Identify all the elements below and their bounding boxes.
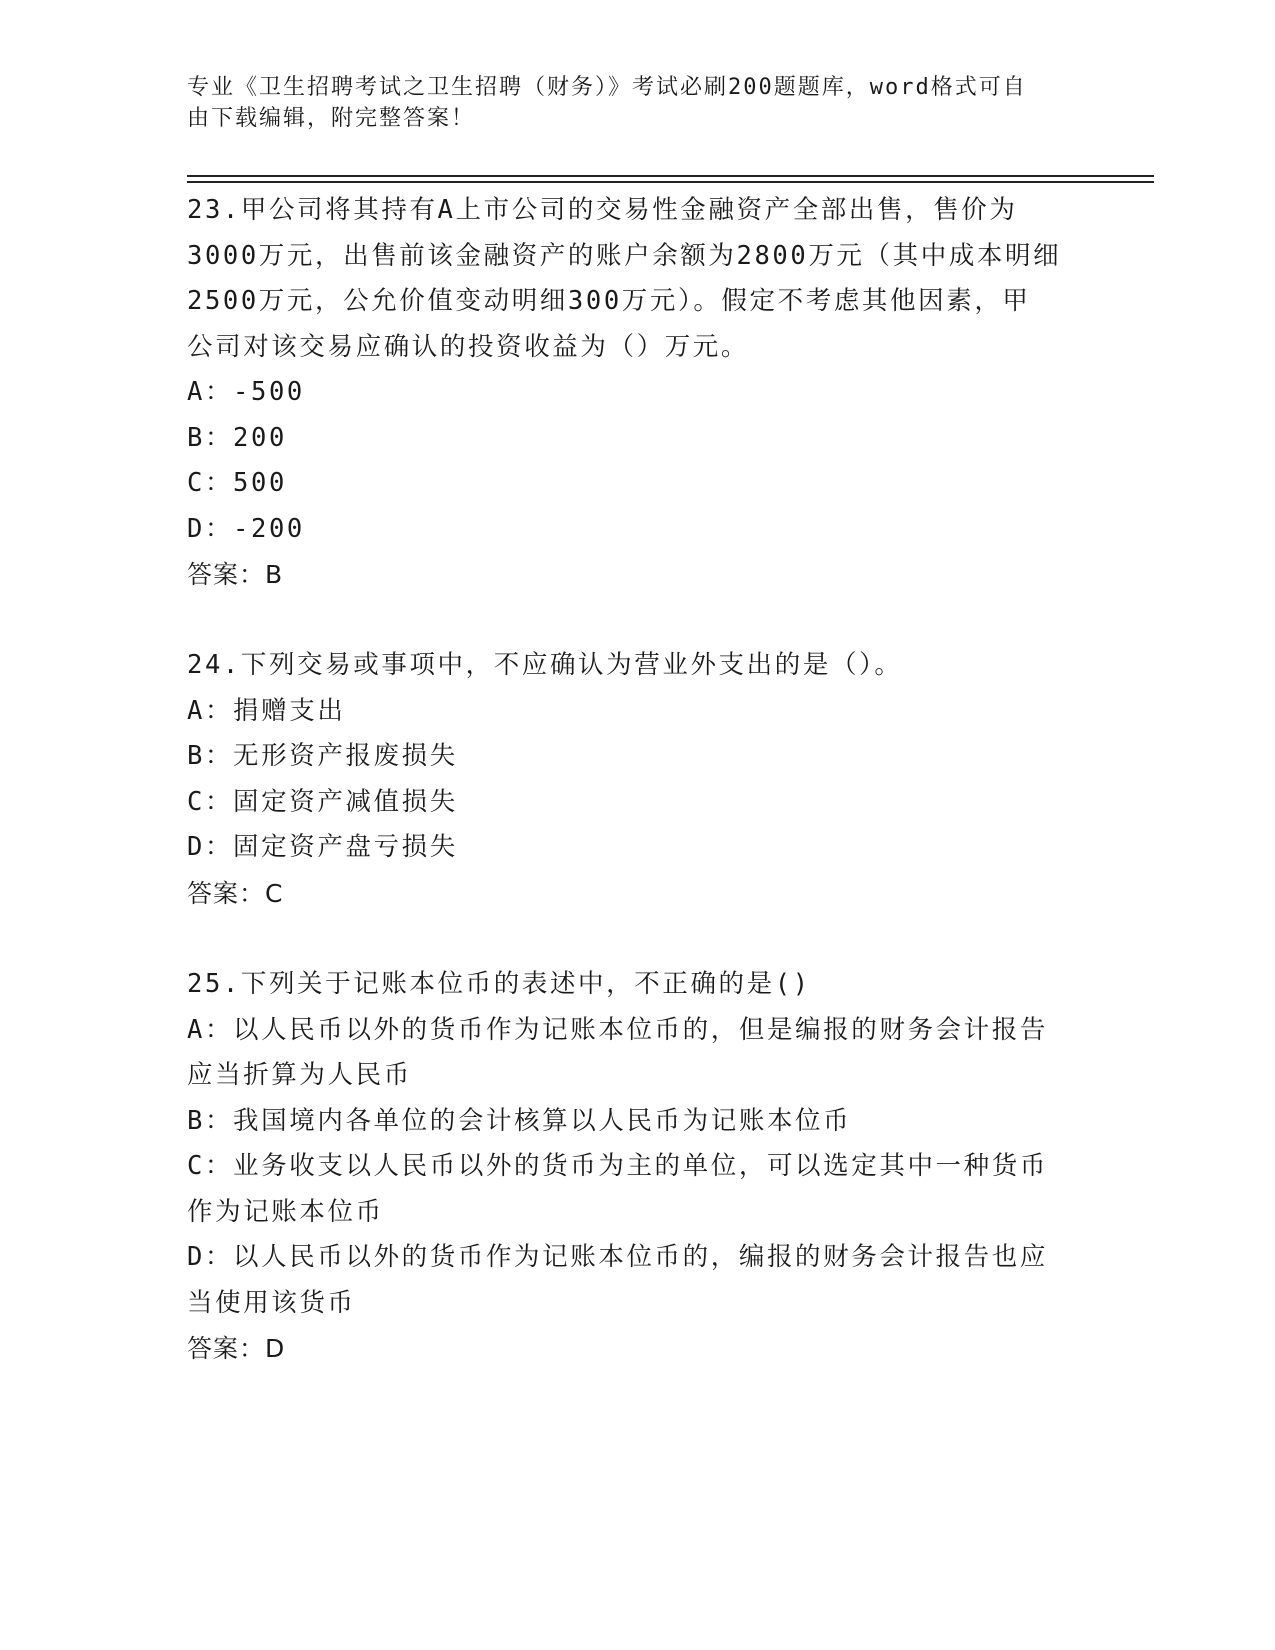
header-title-line-1: 专业《卫生招聘考试之卫生招聘（财务）》考试必刷200题题库，word格式可自 — [187, 75, 1027, 100]
option-c-continued: 作为记账本位币 — [187, 1196, 384, 1227]
option-b: B：200 — [187, 422, 287, 453]
option-b: B：无形资产报废损失 — [187, 741, 458, 771]
option-a-continued: 应当折算为人民币 — [187, 1060, 412, 1090]
header-title-line-2: 由下载编辑，附完整答案！ — [187, 106, 476, 131]
answer-line: 答案：B — [187, 560, 284, 589]
question-25 — [187, 962, 1087, 1372]
option-c: C：500 — [187, 468, 287, 498]
option-b: B：我国境内各单位的会计核算以人民币为记账本位币 — [187, 1105, 852, 1136]
question-24 — [187, 643, 1087, 916]
question-stem: 2500万元，公允价值变动明细300万元）。假定不考虑其他因素，甲 — [187, 286, 1031, 316]
question-stem: 23.甲公司将其持有A上市公司的交易性金融资产全部出售，售价为 — [187, 195, 1018, 225]
option-d: D：固定资产盘亏损失 — [187, 832, 458, 862]
option-c: C：业务收支以人民币以外的货币为主的单位，可以选定其中一种货币 — [187, 1151, 1048, 1181]
option-d: D：以人民币以外的货币作为记账本位币的，编报的财务会计报告也应 — [187, 1242, 1048, 1272]
header-divider-top — [187, 175, 1154, 177]
question-stem: 25.下列关于记账本位币的表述中，不正确的是() — [187, 969, 811, 999]
option-a: A：以人民币以外的货币作为记账本位币的，但是编报的财务会计报告 — [187, 1014, 1048, 1045]
question-stem: 公司对该交易应确认的投资收益为（）万元。 — [187, 331, 750, 362]
option-a: A：捐赠支出 — [187, 695, 346, 726]
option-c: C：固定资产减值损失 — [187, 786, 458, 817]
option-d: D：-200 — [187, 513, 305, 544]
option-a: A：-500 — [187, 377, 305, 407]
question-23 — [187, 188, 1087, 598]
header-divider-bottom — [187, 181, 1154, 183]
option-d-continued: 当使用该货币 — [187, 1287, 356, 1318]
question-stem: 24.下列交易或事项中，不应确认为营业外支出的是（）。 — [187, 650, 903, 680]
question-stem: 3000万元，出售前该金融资产的账户余额为2800万元（其中成本明细 — [187, 240, 1062, 271]
document-header — [187, 72, 1067, 134]
answer-line: 答案：C — [187, 878, 284, 908]
answer-line: 答案：D — [187, 1334, 286, 1363]
